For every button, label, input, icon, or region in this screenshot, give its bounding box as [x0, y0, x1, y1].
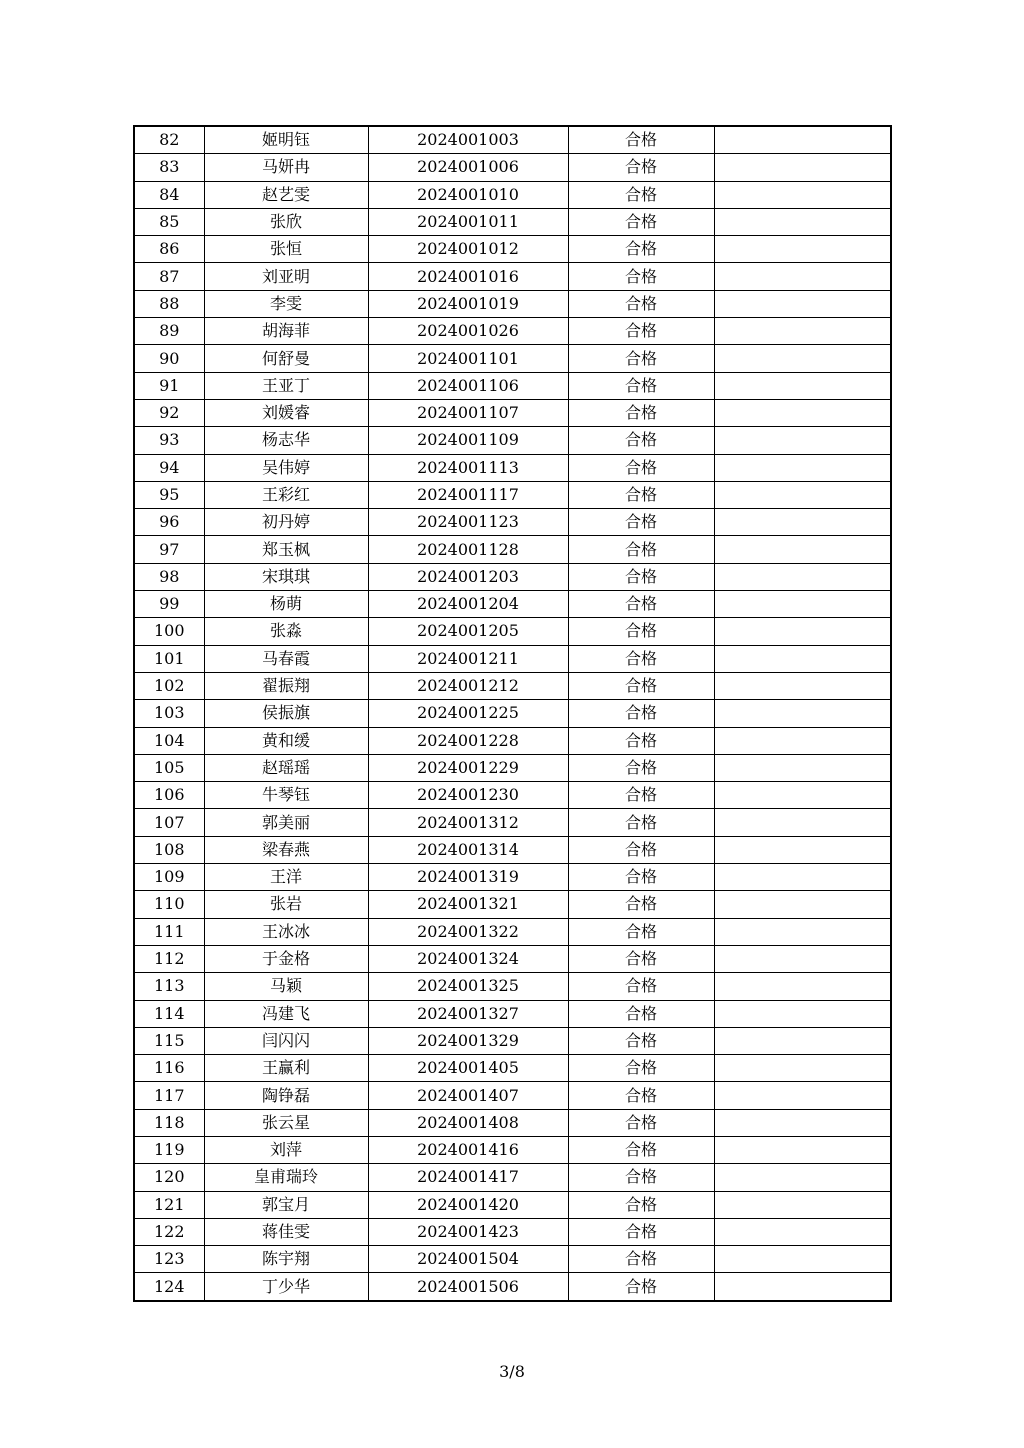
result-cell: 合格 — [568, 1218, 714, 1245]
result-cell: 合格 — [568, 372, 714, 399]
note-cell — [714, 318, 891, 345]
page-number: 3/8 — [499, 1362, 525, 1381]
name-cell: 刘亚明 — [204, 263, 368, 290]
exam-id-cell: 2024001423 — [368, 1218, 568, 1245]
exam-id-cell: 2024001322 — [368, 918, 568, 945]
row-number-cell: 101 — [134, 645, 204, 672]
row-number-cell: 111 — [134, 918, 204, 945]
result-cell: 合格 — [568, 727, 714, 754]
exam-id-cell: 2024001329 — [368, 1027, 568, 1054]
name-cell: 张恒 — [204, 236, 368, 263]
name-cell: 黄和缓 — [204, 727, 368, 754]
note-cell — [714, 181, 891, 208]
note-cell — [714, 427, 891, 454]
exam-id-cell: 2024001212 — [368, 672, 568, 699]
exam-id-cell: 2024001026 — [368, 318, 568, 345]
name-cell: 胡海菲 — [204, 318, 368, 345]
note-cell — [714, 836, 891, 863]
row-number-cell: 94 — [134, 454, 204, 481]
table-row — [134, 1000, 891, 1027]
result-cell: 合格 — [568, 318, 714, 345]
table-row — [134, 618, 891, 645]
exam-id-cell: 2024001211 — [368, 645, 568, 672]
row-number-cell: 97 — [134, 536, 204, 563]
note-cell — [714, 372, 891, 399]
row-number-cell: 121 — [134, 1191, 204, 1218]
row-number-cell: 108 — [134, 836, 204, 863]
row-number-cell: 92 — [134, 399, 204, 426]
table-row — [134, 836, 891, 863]
note-cell — [714, 236, 891, 263]
row-number-cell: 122 — [134, 1218, 204, 1245]
result-cell: 合格 — [568, 1191, 714, 1218]
row-number-cell: 107 — [134, 809, 204, 836]
name-cell: 马春霞 — [204, 645, 368, 672]
table-row — [134, 973, 891, 1000]
result-cell: 合格 — [568, 672, 714, 699]
result-cell: 合格 — [568, 1273, 714, 1301]
name-cell: 郭美丽 — [204, 809, 368, 836]
results-table-body — [134, 126, 891, 1301]
name-cell: 郑玉枫 — [204, 536, 368, 563]
name-cell: 陈宇翔 — [204, 1246, 368, 1273]
exam-id-cell: 2024001101 — [368, 345, 568, 372]
table-row — [134, 1273, 891, 1301]
note-cell — [714, 1246, 891, 1273]
note-cell — [714, 1082, 891, 1109]
result-cell: 合格 — [568, 263, 714, 290]
result-cell: 合格 — [568, 700, 714, 727]
exam-id-cell: 2024001006 — [368, 154, 568, 181]
name-cell: 郭宝月 — [204, 1191, 368, 1218]
table-row — [134, 318, 891, 345]
table-row — [134, 700, 891, 727]
exam-id-cell: 2024001408 — [368, 1109, 568, 1136]
row-number-cell: 82 — [134, 126, 204, 154]
name-cell: 侯振旗 — [204, 700, 368, 727]
result-cell: 合格 — [568, 973, 714, 1000]
name-cell: 闫闪闪 — [204, 1027, 368, 1054]
note-cell — [714, 645, 891, 672]
result-cell: 合格 — [568, 1000, 714, 1027]
row-number-cell: 112 — [134, 945, 204, 972]
row-number-cell: 103 — [134, 700, 204, 727]
name-cell: 刘媛睿 — [204, 399, 368, 426]
row-number-cell: 84 — [134, 181, 204, 208]
note-cell — [714, 945, 891, 972]
exam-id-cell: 2024001312 — [368, 809, 568, 836]
note-cell — [714, 345, 891, 372]
result-cell: 合格 — [568, 891, 714, 918]
table-row — [134, 1109, 891, 1136]
exam-id-cell: 2024001405 — [368, 1055, 568, 1082]
result-cell: 合格 — [568, 154, 714, 181]
result-cell: 合格 — [568, 290, 714, 317]
name-cell: 李雯 — [204, 290, 368, 317]
result-cell: 合格 — [568, 208, 714, 235]
result-cell: 合格 — [568, 1082, 714, 1109]
name-cell: 于金格 — [204, 945, 368, 972]
note-cell — [714, 918, 891, 945]
note-cell — [714, 154, 891, 181]
table-row — [134, 372, 891, 399]
table-row — [134, 918, 891, 945]
row-number-cell: 88 — [134, 290, 204, 317]
note-cell — [714, 536, 891, 563]
row-number-cell: 96 — [134, 509, 204, 536]
row-number-cell: 102 — [134, 672, 204, 699]
result-cell: 合格 — [568, 345, 714, 372]
table-row — [134, 563, 891, 590]
note-cell — [714, 563, 891, 590]
table-row — [134, 672, 891, 699]
note-cell — [714, 290, 891, 317]
exam-id-cell: 2024001504 — [368, 1246, 568, 1273]
exam-id-cell: 2024001416 — [368, 1136, 568, 1163]
note-cell — [714, 1164, 891, 1191]
result-cell: 合格 — [568, 754, 714, 781]
exam-id-cell: 2024001204 — [368, 591, 568, 618]
exam-id-cell: 2024001225 — [368, 700, 568, 727]
exam-id-cell: 2024001205 — [368, 618, 568, 645]
note-cell — [714, 1273, 891, 1301]
name-cell: 王赢利 — [204, 1055, 368, 1082]
result-cell: 合格 — [568, 918, 714, 945]
name-cell: 王洋 — [204, 864, 368, 891]
note-cell — [714, 1000, 891, 1027]
exam-id-cell: 2024001228 — [368, 727, 568, 754]
name-cell: 初丹婷 — [204, 509, 368, 536]
note-cell — [714, 809, 891, 836]
name-cell: 吴伟婷 — [204, 454, 368, 481]
table-row — [134, 1027, 891, 1054]
name-cell: 皇甫瑞玲 — [204, 1164, 368, 1191]
name-cell: 张岩 — [204, 891, 368, 918]
table-row — [134, 208, 891, 235]
table-row — [134, 1191, 891, 1218]
exam-id-cell: 2024001324 — [368, 945, 568, 972]
result-cell: 合格 — [568, 836, 714, 863]
note-cell — [714, 399, 891, 426]
table-row — [134, 454, 891, 481]
name-cell: 杨萌 — [204, 591, 368, 618]
exam-id-cell: 2024001319 — [368, 864, 568, 891]
table-row — [134, 782, 891, 809]
result-cell: 合格 — [568, 1136, 714, 1163]
table-row — [134, 427, 891, 454]
row-number-cell: 120 — [134, 1164, 204, 1191]
note-cell — [714, 700, 891, 727]
note-cell — [714, 672, 891, 699]
note-cell — [714, 618, 891, 645]
table-row — [134, 481, 891, 508]
row-number-cell: 93 — [134, 427, 204, 454]
row-number-cell: 85 — [134, 208, 204, 235]
note-cell — [714, 1109, 891, 1136]
table-row — [134, 809, 891, 836]
results-table — [133, 125, 892, 1302]
row-number-cell: 114 — [134, 1000, 204, 1027]
name-cell: 丁少华 — [204, 1273, 368, 1301]
row-number-cell: 89 — [134, 318, 204, 345]
table-row — [134, 891, 891, 918]
note-cell — [714, 1027, 891, 1054]
name-cell: 翟振翔 — [204, 672, 368, 699]
exam-id-cell: 2024001203 — [368, 563, 568, 590]
exam-id-cell: 2024001011 — [368, 208, 568, 235]
row-number-cell: 113 — [134, 973, 204, 1000]
name-cell: 王彩红 — [204, 481, 368, 508]
table-row — [134, 864, 891, 891]
exam-id-cell: 2024001113 — [368, 454, 568, 481]
row-number-cell: 109 — [134, 864, 204, 891]
result-cell: 合格 — [568, 509, 714, 536]
table-row — [134, 1164, 891, 1191]
exam-id-cell: 2024001010 — [368, 181, 568, 208]
result-cell: 合格 — [568, 536, 714, 563]
result-cell: 合格 — [568, 181, 714, 208]
name-cell: 冯建飞 — [204, 1000, 368, 1027]
exam-id-cell: 2024001325 — [368, 973, 568, 1000]
note-cell — [714, 973, 891, 1000]
note-cell — [714, 864, 891, 891]
row-number-cell: 104 — [134, 727, 204, 754]
exam-id-cell: 2024001016 — [368, 263, 568, 290]
table-row — [134, 645, 891, 672]
exam-id-cell: 2024001314 — [368, 836, 568, 863]
table-row — [134, 263, 891, 290]
name-cell: 张欣 — [204, 208, 368, 235]
note-cell — [714, 782, 891, 809]
note-cell — [714, 891, 891, 918]
note-cell — [714, 263, 891, 290]
result-cell: 合格 — [568, 1246, 714, 1273]
table-row — [134, 236, 891, 263]
result-cell: 合格 — [568, 236, 714, 263]
result-cell: 合格 — [568, 399, 714, 426]
row-number-cell: 86 — [134, 236, 204, 263]
exam-id-cell: 2024001106 — [368, 372, 568, 399]
table-row — [134, 1136, 891, 1163]
note-cell — [714, 481, 891, 508]
result-cell: 合格 — [568, 1109, 714, 1136]
name-cell: 牛琴钰 — [204, 782, 368, 809]
note-cell — [714, 1191, 891, 1218]
note-cell — [714, 1218, 891, 1245]
name-cell: 何舒曼 — [204, 345, 368, 372]
result-cell: 合格 — [568, 563, 714, 590]
table-row — [134, 591, 891, 618]
row-number-cell: 123 — [134, 1246, 204, 1273]
result-cell: 合格 — [568, 864, 714, 891]
note-cell — [714, 591, 891, 618]
exam-id-cell: 2024001109 — [368, 427, 568, 454]
exam-id-cell: 2024001420 — [368, 1191, 568, 1218]
exam-id-cell: 2024001229 — [368, 754, 568, 781]
table-row — [134, 1246, 891, 1273]
name-cell: 梁春燕 — [204, 836, 368, 863]
exam-id-cell: 2024001107 — [368, 399, 568, 426]
exam-id-cell: 2024001230 — [368, 782, 568, 809]
name-cell: 张淼 — [204, 618, 368, 645]
exam-id-cell: 2024001128 — [368, 536, 568, 563]
name-cell: 宋琪琪 — [204, 563, 368, 590]
table-row — [134, 754, 891, 781]
result-cell: 合格 — [568, 591, 714, 618]
table-row — [134, 345, 891, 372]
result-cell: 合格 — [568, 645, 714, 672]
note-cell — [714, 1136, 891, 1163]
row-number-cell: 106 — [134, 782, 204, 809]
row-number-cell: 118 — [134, 1109, 204, 1136]
name-cell: 姬明钰 — [204, 126, 368, 154]
table-row — [134, 1082, 891, 1109]
result-cell: 合格 — [568, 945, 714, 972]
result-cell: 合格 — [568, 427, 714, 454]
table-row — [134, 399, 891, 426]
row-number-cell: 124 — [134, 1273, 204, 1301]
exam-id-cell: 2024001321 — [368, 891, 568, 918]
table-row — [134, 536, 891, 563]
exam-id-cell: 2024001123 — [368, 509, 568, 536]
exam-id-cell: 2024001327 — [368, 1000, 568, 1027]
note-cell — [714, 1055, 891, 1082]
exam-id-cell: 2024001012 — [368, 236, 568, 263]
name-cell: 马妍冉 — [204, 154, 368, 181]
row-number-cell: 98 — [134, 563, 204, 590]
result-cell: 合格 — [568, 126, 714, 154]
note-cell — [714, 509, 891, 536]
result-cell: 合格 — [568, 1027, 714, 1054]
name-cell: 赵瑶瑶 — [204, 754, 368, 781]
row-number-cell: 90 — [134, 345, 204, 372]
table-row — [134, 181, 891, 208]
table-row — [134, 126, 891, 154]
row-number-cell: 99 — [134, 591, 204, 618]
exam-id-cell: 2024001003 — [368, 126, 568, 154]
row-number-cell: 115 — [134, 1027, 204, 1054]
row-number-cell: 91 — [134, 372, 204, 399]
name-cell: 蒋佳雯 — [204, 1218, 368, 1245]
result-cell: 合格 — [568, 481, 714, 508]
row-number-cell: 116 — [134, 1055, 204, 1082]
table-row — [134, 290, 891, 317]
name-cell: 赵艺雯 — [204, 181, 368, 208]
exam-id-cell: 2024001407 — [368, 1082, 568, 1109]
row-number-cell: 83 — [134, 154, 204, 181]
exam-id-cell: 2024001417 — [368, 1164, 568, 1191]
row-number-cell: 87 — [134, 263, 204, 290]
name-cell: 杨志华 — [204, 427, 368, 454]
table-row — [134, 945, 891, 972]
table-row — [134, 1218, 891, 1245]
result-cell: 合格 — [568, 618, 714, 645]
note-cell — [714, 727, 891, 754]
note-cell — [714, 454, 891, 481]
row-number-cell: 100 — [134, 618, 204, 645]
name-cell: 刘萍 — [204, 1136, 368, 1163]
note-cell — [714, 208, 891, 235]
name-cell: 马颖 — [204, 973, 368, 1000]
row-number-cell: 117 — [134, 1082, 204, 1109]
row-number-cell: 119 — [134, 1136, 204, 1163]
result-cell: 合格 — [568, 1164, 714, 1191]
row-number-cell: 95 — [134, 481, 204, 508]
exam-id-cell: 2024001506 — [368, 1273, 568, 1301]
table-row — [134, 1055, 891, 1082]
result-cell: 合格 — [568, 809, 714, 836]
name-cell: 王冰冰 — [204, 918, 368, 945]
name-cell: 陶铮磊 — [204, 1082, 368, 1109]
table-row — [134, 509, 891, 536]
name-cell: 王亚丁 — [204, 372, 368, 399]
table-row — [134, 154, 891, 181]
exam-id-cell: 2024001117 — [368, 481, 568, 508]
exam-id-cell: 2024001019 — [368, 290, 568, 317]
name-cell: 张云星 — [204, 1109, 368, 1136]
note-cell — [714, 754, 891, 781]
row-number-cell: 110 — [134, 891, 204, 918]
note-cell — [714, 126, 891, 154]
row-number-cell: 105 — [134, 754, 204, 781]
table-row — [134, 727, 891, 754]
result-cell: 合格 — [568, 782, 714, 809]
result-cell: 合格 — [568, 1055, 714, 1082]
result-cell: 合格 — [568, 454, 714, 481]
